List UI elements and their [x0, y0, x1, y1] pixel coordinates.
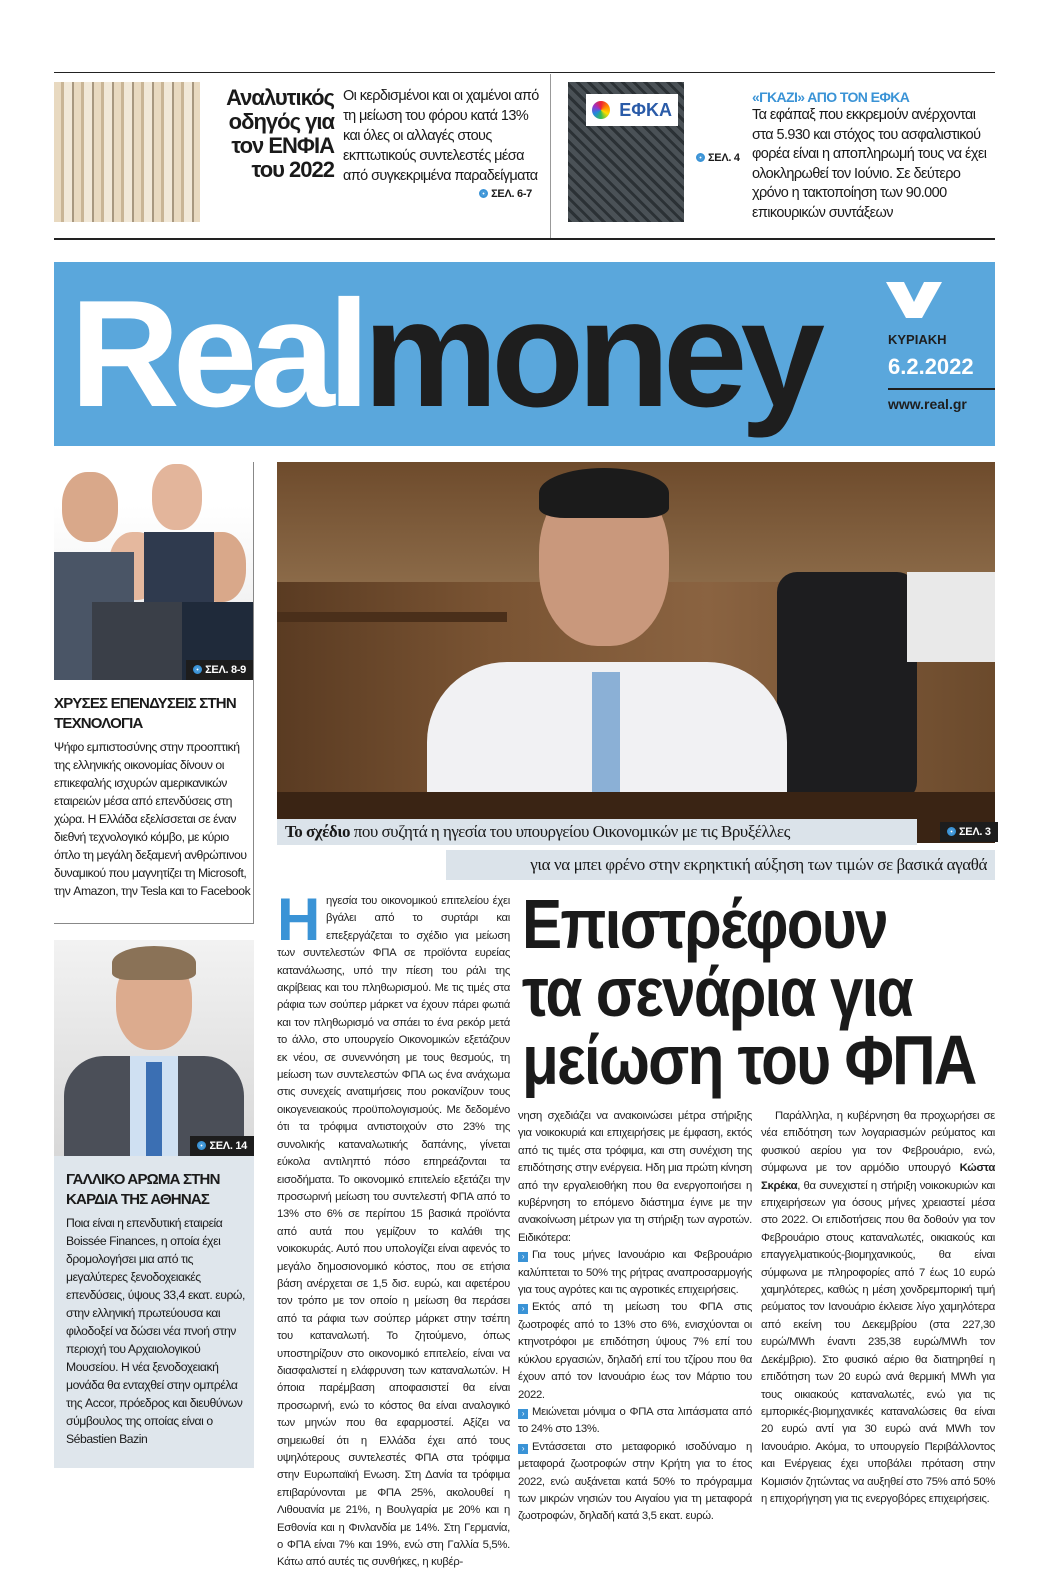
- teaser-efka-kicker[interactable]: «ΓΚΑΖΙ» ΑΠΟ ΤΟΝ ΕΦΚΑ: [752, 89, 910, 105]
- sebastien-bazin-photo: [54, 940, 254, 1156]
- hotel-title[interactable]: ΓΑΛΛΙΚΟ ΑΡΩΜΑ ΣΤΗΝ ΚΑΡΔΙΑ ΤΗΣ ΑΘΗΝΑΣ: [66, 1171, 220, 1208]
- issue-day: ΚΥΡΙΑΚΗ: [888, 332, 947, 347]
- lead-headline[interactable]: Επιστρέφουν τα σενάρια για μείωση του ΦΠΑ: [522, 885, 976, 1099]
- teaser-efka-text: Τα εφάπαξ που εκκρεμούν ανέρχονται στα 5.930 και στόχος του ασφαλιστικού φορέα είναι η αποπληρωμή τους να έχει ολοκληρωθεί τον Ιούνιο. Σε δεύτερο χρόνο η τακτοποίηση των 90.000 επικουρικών συντάξεων: [752, 107, 987, 221]
- article-column-1: Ηηγεσία του οικονομικού επιτελείου έχει βγάλει από το συρτάρι και επεξεργάζεται το σχέδιο για μείωση των συντελεστών ΦΠΑ σε προϊόντα ευρείας κατανάλωσης, υπό την πίεση του ράλι της ακρίβειας και του πληθωρισμού. Με τις τιμές στα ράφια των σούπερ μάρκετ να έχουν πάρει φωτιά και τον πληθωρισμό να σπάει το ένα ρεκόρ μετά το άλλο, στο υπουργείο Οικονομικών εξετάζουν εκ νέου, σε συνεννόηση με τους θεσμούς, τη μείωση των συντελεστών ΦΠΑ ως ένα ανάχωμα στις συνεχείς ανατιμήσεις που ροκανίζουν τους οικογενειακούς προϋπολογισμούς. Με δεδομένο ότι τα τρόφιμα αντιστοιχούν στο 23% της συνολικής καταναλωτικής δαπάνης, γίνεται εύκολα αντιληπτό πόσο επηρεάζονται τα εισοδήματα. Το οικονομικό επιτελείο εξετάζει την προσωρινή μείωση του συντελεστή ΦΠΑ από το 13% στο 6% σε περίπου 15 βασικά προϊόντα από αυτά που γεμίζουν το καλάθι της νοικοκυράς. Αυτό που υπολογίζει είναι αφενός το μεγάλο δημοσιονομικό κόστος, που σε ετήσια βάση ανέρχεται σε 1,5 δισ. ευρώ, και αφετέρου τον τρόπο με τον οποίο η μείωση θα περάσει από τα ράφια των σούπερ μάρκετ στην τσέπη του καταναλωτή. Το ζητούμενο, όπως υποστηρίζουν στο οικονομικό επιτελείο, είναι να διασφαλιστεί η ελάφρυνση των καταναλωτών. Η όποια παρέμβαση αποφασιστεί θα είναι προσωρινή, ενώ το κόστος θα είναι αναλογικό των μηνών που θα εφαρμοστεί. Αξίζει να σημειωθεί ότι η Ελλάδα έχει από τους υψηλότερους συντελεστές ΦΠΑ στα τρόφιμα στην Ευρωπαϊκή Ενωση. Στη Δανία τα τρόφιμα επιβαρύνονται με ΦΠΑ 25%, ακολουθεί η Λιθουανία με 21%, η Βουλγαρία με 20% και η Εσθονία και η Φινλανδία με 14%. Στη Γερμανία, ο ΦΠΑ είναι 7% και 19%, ενώ στη Γαλλία 5,5%. Κάτω από αυτές τις συνθήκες, η κυβέρ-: [277, 886, 510, 1569]
- masthead: [54, 262, 995, 446]
- efka-entrance-photo: ΕΦΚΑ: [568, 82, 684, 222]
- site-url[interactable]: www.real.gr: [888, 396, 967, 412]
- teaser-enfia-headline[interactable]: Αναλυτικός οδηγός για τον ΕΝΦΙΑ του 2022: [226, 85, 334, 182]
- target-icon: [479, 189, 488, 198]
- arrow-bullet-icon: ›: [518, 1409, 528, 1419]
- minister-photo[interactable]: [277, 462, 995, 843]
- masthead-logo[interactable]: Realmoney: [70, 269, 818, 439]
- hotel-text: Ποια είναι η επενδυτική εταιρεία Boissée Finances, η οποία έχει δρομολογήσει μια από τις μεγαλύτερες ξενοδοχειακές επενδύσεις, ύψους 33,4 εκατ. ευρώ, στην ελληνική πρωτεύουσα και φιλοδοξεί να δώσει νέα πνοή στην περιοχή του Αρχαιολογικού Μουσείου. Η νέα ξενοδοχειακή μονάδα θα ενταχθεί στην ομπρέλα της Accor, πρόεδρος και διευθύνων σύμβουλος της οποίας είναι ο Sébastien Bazin: [66, 1216, 245, 1446]
- teaser-efka: [752, 88, 995, 223]
- tech-ceos-photo: [54, 462, 253, 680]
- arrow-bullet-icon: ›: [518, 1444, 528, 1454]
- article-column-3: Παράλληλα, η κυβέρνηση θα προχωρήσει σε νέα επιδότηση των λογαριασμών ρεύματος και φυσικού αερίου για τον Φεβρουάριο, ενώ, σύμφωνα με τον αρμόδιο υπουργό Κώστα Σκρέκα, θα συνεχιστεί η στήριξη νοικοκυριών και επιχειρήσεων για όσους μήνες χρειαστεί μέσα στο 2022. Οι επιδοτήσεις που θα δοθούν για τον Φεβρουάριο στους καταναλωτές, οικιακούς και επαγγελματικούς-βιομηχανικούς, θα είναι σύμφωνα με πληροφορίες από 7 έως 10 ευρώ χαμηλότερες, καθώς η μέση χονδρεμπορική τιμή ρεύματος τον Ιανουάριο έκλεισε λίγο χαμηλότερα από εκείνη του Δεκεμβρίου (στα 227,30 ευρώ/MWh έναντι 235,38 ευρώ/MWh τον Δεκέμβριο). Στο φυσικό αέριο θα διατηρηθεί η επιδότηση των 20 ευρώ ανά θερμική MWh για τους οικιακούς καταναλωτές, ενώ για τις εμπορικές-βιομηχανικές καταναλώσεις θα είναι 20 ευρώ αντί για 30 ευρώ ανά MWh τον Ιανουάριο. Ακόμα, το υπουργείο Περιβάλλοντος και Ενέργειας έχει υποβάλει πρόταση στην Κομισιόν ζητώντας να αυξηθεί στο 75% από 50% η επιχορήγηση για τις ενεργοβόρες επιχειρήσεις.: [761, 1110, 995, 1505]
- bullet-item: › Εντάσσεται στο μεταφορικό ισοδύναμο η μεταφορά ζωοτροφών στην Κρήτη για το έτος 2022, ενώ αυξάνεται κατά 50% το πρόγραμμα των μικρών νησιών του Αιγαίου για τη μεταφορά ζωοτροφών, δηλαδή κατά 3,5 εκατ. ευρώ.: [518, 1440, 752, 1523]
- teaser-efka-page[interactable]: ΣΕΛ. 4: [696, 152, 740, 164]
- sidebar-box-hotel: [54, 940, 254, 1468]
- v-logo-icon: [884, 280, 944, 320]
- target-icon: [197, 1141, 206, 1150]
- arrow-bullet-icon: ›: [518, 1304, 528, 1314]
- teaser-enfia-page[interactable]: ΣΕΛ. 6-7: [343, 188, 546, 200]
- photo-caption-line1: Το σχέδιο που συζητά η ηγεσία του υπουργείου Οικονομικών με τις Βρυξέλλες: [277, 819, 917, 845]
- bullet-item: › Για τους μήνες Ιανουάριο και Φεβρουάριο καλύπτεται το 50% της ρήτρας αναπροσαρμογής για τους αγρότες και τις αγροτικές επιχειρήσεις.: [518, 1249, 752, 1297]
- target-icon: [696, 153, 705, 162]
- bullet-item: › Εκτός από τη μείωση του ΦΠΑ στις ζωοτροφές από το 13% στο 6%, ενισχύονται οι κτηνοτρόφοι με επιδότηση ύψους 7% επί του κύκλου εργασιών, δηλαδή επί του τζίρου που θα έχουν από τον Ιανουάριο έως τον Μάρτιο του 2022.: [518, 1301, 752, 1401]
- tech-page-tag[interactable]: ΣΕΛ. 8-9: [186, 660, 253, 680]
- tech-text: Ψήφο εμπιστοσύνης στην προοπτική της ελληνικής οικονομίας δίνουν οι επικεφαλής ισχυρών αμερικανικών εταιρειών μέσα από επενδύσεις στη χώρα. Η Ελλάδα εξελίσσεται σε έναν διεθνή τεχνολογικό κόμβο, με κύριο όπλο τη μεγάλη δεξαμενή ανθρώπινου δυναμικού που μαγνητίζει τη Microsoft, την Amazon, την Tesla και το Facebook: [54, 740, 251, 898]
- hotel-page-tag[interactable]: ΣΕΛ. 14: [190, 1136, 254, 1156]
- sidebar-box-tech: [54, 462, 254, 924]
- teaser-enfia: [343, 86, 546, 200]
- issue-date: 6.2.2022: [888, 354, 974, 379]
- photo-caption-line2: για να μπει φρένο στην εκρηκτική αύξηση των τιμών σε βασικά αγαθά: [446, 850, 995, 880]
- target-icon: [947, 827, 956, 836]
- drop-cap: Η: [277, 886, 321, 953]
- target-icon: [193, 665, 202, 674]
- tech-title[interactable]: ΧΡΥΣΕΣ ΕΠΕΝΔΥΣΕΙΣ ΣΤΗΝ ΤΕΧΝΟΛΟΓΙΑ: [54, 695, 236, 732]
- lead-page-tag[interactable]: ΣΕΛ. 3: [940, 822, 998, 842]
- bullet-item: › Μειώνεται μόνιμα ο ΦΠΑ στα λιπάσματα από το 24% στο 13%.: [518, 1405, 752, 1436]
- article-column-2: νηση σχεδιάζει να ανακοινώσει μέτρα στήριξης για νοικοκυριά και επιχειρήσεις με έμφαση, εκτός από τις τιμές στα τρόφιμα, και στη συνέχιση της επιδότησης στην ενέργεια. Ηδη μια πρώτη κίνηση από την εργαλειοθήκη που θα ενεργοποιήσει η κυβέρνηση το επόμενο διάστημα έγινε με την ανακοίνωση μέτρων για τη στήριξη των αγροτών. Ειδικότερα: › Για τους μήνες Ιανουάριο και Φεβρουάριο καλύπτεται το 50% της ρήτρας αναπροσαρμογής για τους αγρότες και τις αγροτικές επιχειρήσεις. › Εκτός από τη μείωση του ΦΠΑ στις ζωοτροφές από το 13% στο 6%, ενισχύονται οι κτηνοτρόφοι με επιδότηση ύψους 7% επί του κύκλου εργασιών, δηλαδή επί του τζίρου που θα έχουν από τον Ιανουάριο έως τον Μάρτιο του 2022. › Μειώνεται μόνιμα ο ΦΠΑ στα λιπάσματα από το 24% στο 13%. › Εντάσσεται στο μεταφορικό ισοδύναμο η μεταφορά ζωοτροφών στην Κρήτη για το έτος 2022, ενώ αυξάνεται κατά 50% το πρόγραμμα των μικρών νησιών του Αιγαίου για τη μεταφορά ζωοτροφών, δηλαδή κατά 3,5 εκατ. ευρώ.: [518, 1108, 752, 1526]
- teaser-enfia-text: Οι κερδισμένοι και οι χαμένοι από τη μείωση του φόρου κατά 13% και όλες οι αλλαγές στους εκπτωτικούς συντελεστές μέσα από συγκεκριμένα παραδείγματα: [343, 88, 539, 184]
- athens-city-photo: [54, 82, 200, 222]
- arrow-bullet-icon: ›: [518, 1252, 528, 1262]
